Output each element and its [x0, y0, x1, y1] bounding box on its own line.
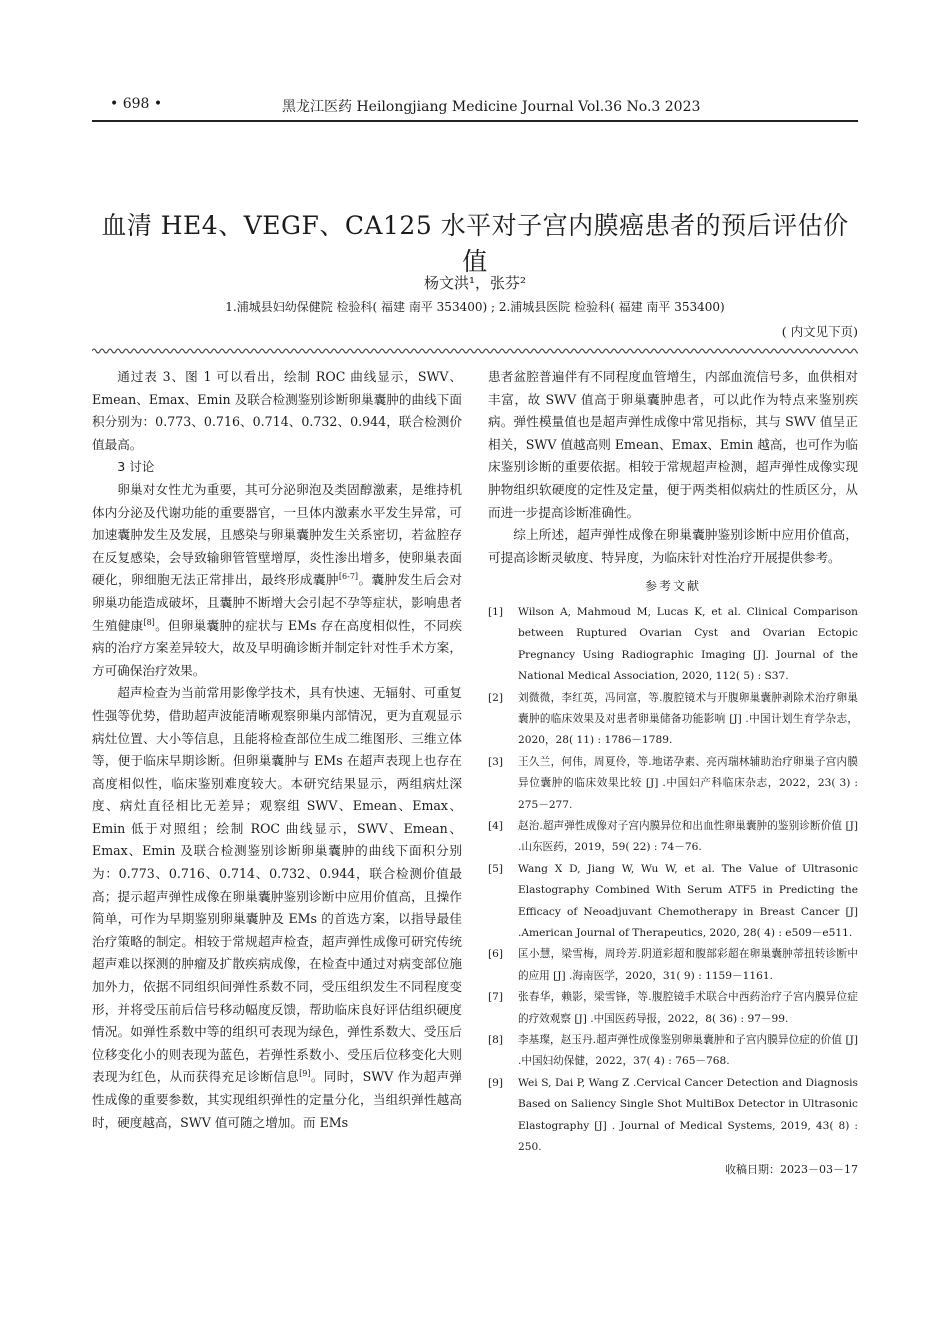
- received-date: 收稿日期：2023－03－17: [725, 1162, 858, 1176]
- reference-list: [488, 602, 858, 1159]
- reference-number: [8]: [488, 1034, 504, 1047]
- reference-item: [488, 816, 858, 859]
- paragraph: 患者盆腔普遍伴有不同程度血管增生，内部血流信号多，血供相对丰富，故 SWV 值高于卵巢囊肿患者，可以此作为特点来鉴别疾病。弹性模量值也是超声弹性成像中常见指标，其与 SWV 值呈正相关，SWV 值越高则 Emean、Emax、Emin 越高，也可作为临床鉴别诊断的重要依据。相较于常规超声检测，超声弹性成像实现肿物组织软硬度的定性及定量，便于两类相似病灶的性质区分，从而进一步提高诊断准确性。: [488, 369, 858, 520]
- paragraph: 通过表 3、图 1 可以看出，绘制 ROC 曲线显示，SWV、Emean、Emax、Emin 及联合检测鉴别诊断卵巢囊肿的曲线下面积分别为：0.773、0.716、0.714、0.732、0.944，联合检测价值最高。: [92, 369, 462, 452]
- header-rule: [92, 120, 858, 122]
- citation: [8]: [143, 617, 155, 627]
- reference-item: [488, 987, 858, 1030]
- article-authors: 杨文洪¹，张芬²: [423, 274, 527, 292]
- reference-text: Wei S, Dai P, Wang Z .Cervical Cancer Detection and Diagnosis Based on Saliency Single Shot MultiBox Detector in Ultrasonic Elastography [J] . Journal of Medical Systems, 2019, 43( 8) : 250.: [518, 1076, 858, 1154]
- reference-item: [488, 688, 858, 752]
- continued-note: ( 内文见下页): [781, 324, 858, 339]
- reference-number: [5]: [488, 862, 504, 875]
- reference-text: 刘微微，李红英，冯同富，等.腹腔镜术与开腹卵巢囊肿剥除术治疗卵巢囊肿的临床效果及对患者卵巢储备功能影响 [J] .中国计划生育学杂志，2020，28( 11) : 1786－1789.: [518, 691, 858, 747]
- author-affiliations: 1.浦城县妇幼保健院 检验科( 福建 南平 353400) ; 2.浦城县医院 检验科( 福建 南平 353400): [225, 300, 725, 314]
- reference-text: 王久兰，何伟，周夏伶，等.地诺孕素、亮丙瑞林辅助治疗卵巢子宫内膜异位囊肿的临床效果比较 [J] .中国妇产科临床杂志，2022，23( 3) : 275－277.: [518, 755, 858, 811]
- reference-number: [2]: [488, 691, 504, 704]
- reference-text: Wang X D, Jiang W, Wu W, et al. The Value of Ultrasonic Elastography Combined With Serum ATF5 in Predicting the Efficacy of Neoadjuvant Chemotherapy in Breast Cancer [J] .American Journal of Therapeutics, 2020, 28( 4) : e509－e511.: [518, 862, 858, 940]
- article-title: 血清 HE4、VEGF、CA125 水平对子宫内膜癌患者的预后评估价值: [101, 211, 849, 276]
- reference-item: [488, 602, 858, 688]
- reference-text: 匡小慧，梁雪梅，周玲芳.阴道彩超和腹部彩超在卵巢囊肿蒂扭转诊断中的应用 [J] .海南医学，2020，31( 9) : 1159－1161.: [518, 948, 858, 982]
- reference-item: [488, 859, 858, 945]
- page-number: • 698 •: [110, 96, 163, 112]
- reference-number: [4]: [488, 820, 504, 832]
- running-header: [92, 96, 858, 118]
- left-column: [92, 366, 462, 1134]
- journal-name: 黑龙江医药 Heilongjiang Medicine Journal Vol.36 No.3 2023: [282, 99, 701, 115]
- reference-text: 李基璨，赵玉丹.超声弹性成像鉴别卵巢囊肿和子宫内膜异位症的价值 [J] .中国妇幼保健，2022，37( 4) : 765－768.: [518, 1034, 858, 1068]
- reference-number: [1]: [488, 605, 504, 618]
- paragraph: 卵巢对女性尤为重要，其可分泌卵泡及类固醇激素，是维持机体内分泌及代谢功能的重要器官，一旦体内激素水平发生异常，可加速囊肿发生及发展，且感染与卵巢囊肿发生关系密切，若盆腔存在反复感染，会导致输卵管管壁增厚，炎性渗出增多，使卵巢表面硬化，卵细胞无法正常排出，最终形成囊肿[6-7]。囊肿发生后会对卵巢功能造成破坏，且囊肿不断增大会引起不孕等症状，影响患者生殖健康[8]。但卵巢囊肿的症状与 EMs 存在高度相似性，不同疾病的治疗方案差异较大，故及早明确诊断并制定针对性手术方案，方可确保治疗效果。: [92, 481, 463, 678]
- right-column: [488, 366, 858, 1181]
- paragraph: 超声检查为当前常用影像学技术，具有快速、无辐射、可重复性强等优势，借助超声波能清晰观察卵巢内部情况，更为直观显示病灶位置、大小等信息，且能将检查部位生成二维图形、三维立体等，便于临床早期诊断。但卵巢囊肿与 EMs 在超声表现上也存在高度相似性，临床鉴别难度较大。本研究结果显示，两组病灶深度、病灶直径相比无差异；观察组 SWV、Emean、Emax、Emin 低于对照组；绘制 ROC 曲线显示，SWV、Emean、Emax、Emin 及联合检测鉴别诊断卵巢囊肿的曲线下面积分别为：0.773、0.716、0.714、0.732、0.944，联合检测价值最高；提示超声弹性成像在卵巢囊肿鉴别诊断中应用价值高，且操作简单，可作为早期鉴别卵巢囊肿及 EMs 的首选方案，以指导最佳治疗策略的制定。相较于常规超声检查，超声弹性成像可研究传统超声难以探测的肿瘤及扩散疾病成像，在检查中通过对病变部位施加外力，依据不同组织间弹性系数不同，受压组织发生不同程度变形，并将受压前后信号移动幅度反馈，帮助临床良好评估组织硬度情况。如弹性系数中等的组织可表现为绿色，弹性系数大、受压后位移变化小的则表现为蓝色，若弹性系数小、受压后位移变化大则表现为红色，从而获得充足诊断信息[9]。同时，SWV 作为超声弹性成像的重要参数，其实现组织弹性的定量分化，当组织弹性越高时，硬度越高，SWV 值可随之增加。而 EMs: [92, 685, 462, 1130]
- citation: [9]: [299, 1069, 311, 1079]
- reference-text: Wilson A, Mahmoud M, Lucas K, et al. Clinical Comparison between Ruptured Ovarian Cyst and Ovarian Ectopic Pregnancy Using Radiographic Imaging [J]. Journal of the National Medical Association, 2020, 112( 5) : S37.: [518, 605, 858, 683]
- wavy-divider: [92, 346, 858, 356]
- reference-number: [3]: [488, 755, 504, 768]
- reference-item: [488, 1030, 858, 1073]
- citation: [6-7]: [338, 572, 359, 582]
- section-heading: 3 讨论: [117, 459, 155, 475]
- reference-number: [7]: [488, 991, 504, 1004]
- reference-number: [6]: [488, 948, 504, 961]
- reference-text: 赵治.超声弹性成像对子宫内膜异位和出血性卵巢囊肿的鉴别诊断价值 [J] .山东医药，2019，59( 22) : 74－76.: [518, 820, 858, 854]
- paragraph: 综上所述，超声弹性成像在卵巢囊肿鉴别诊断中应用价值高，可提高诊断灵敏度、特异度，为临床针对性治疗开展提供参考。: [488, 527, 858, 565]
- reference-number: [9]: [488, 1076, 504, 1089]
- reference-item: [488, 944, 858, 987]
- reference-item: [488, 1073, 858, 1159]
- reference-item: [488, 752, 858, 816]
- reference-text: 张春华，赖影，梁雪锋，等.腹腔镜手术联合中西药治疗子宫内膜异位症的疗效观察 [J] .中国医药导报，2022，8( 36) : 97－99.: [518, 991, 858, 1025]
- references-title: 参考文献: [644, 579, 701, 594]
